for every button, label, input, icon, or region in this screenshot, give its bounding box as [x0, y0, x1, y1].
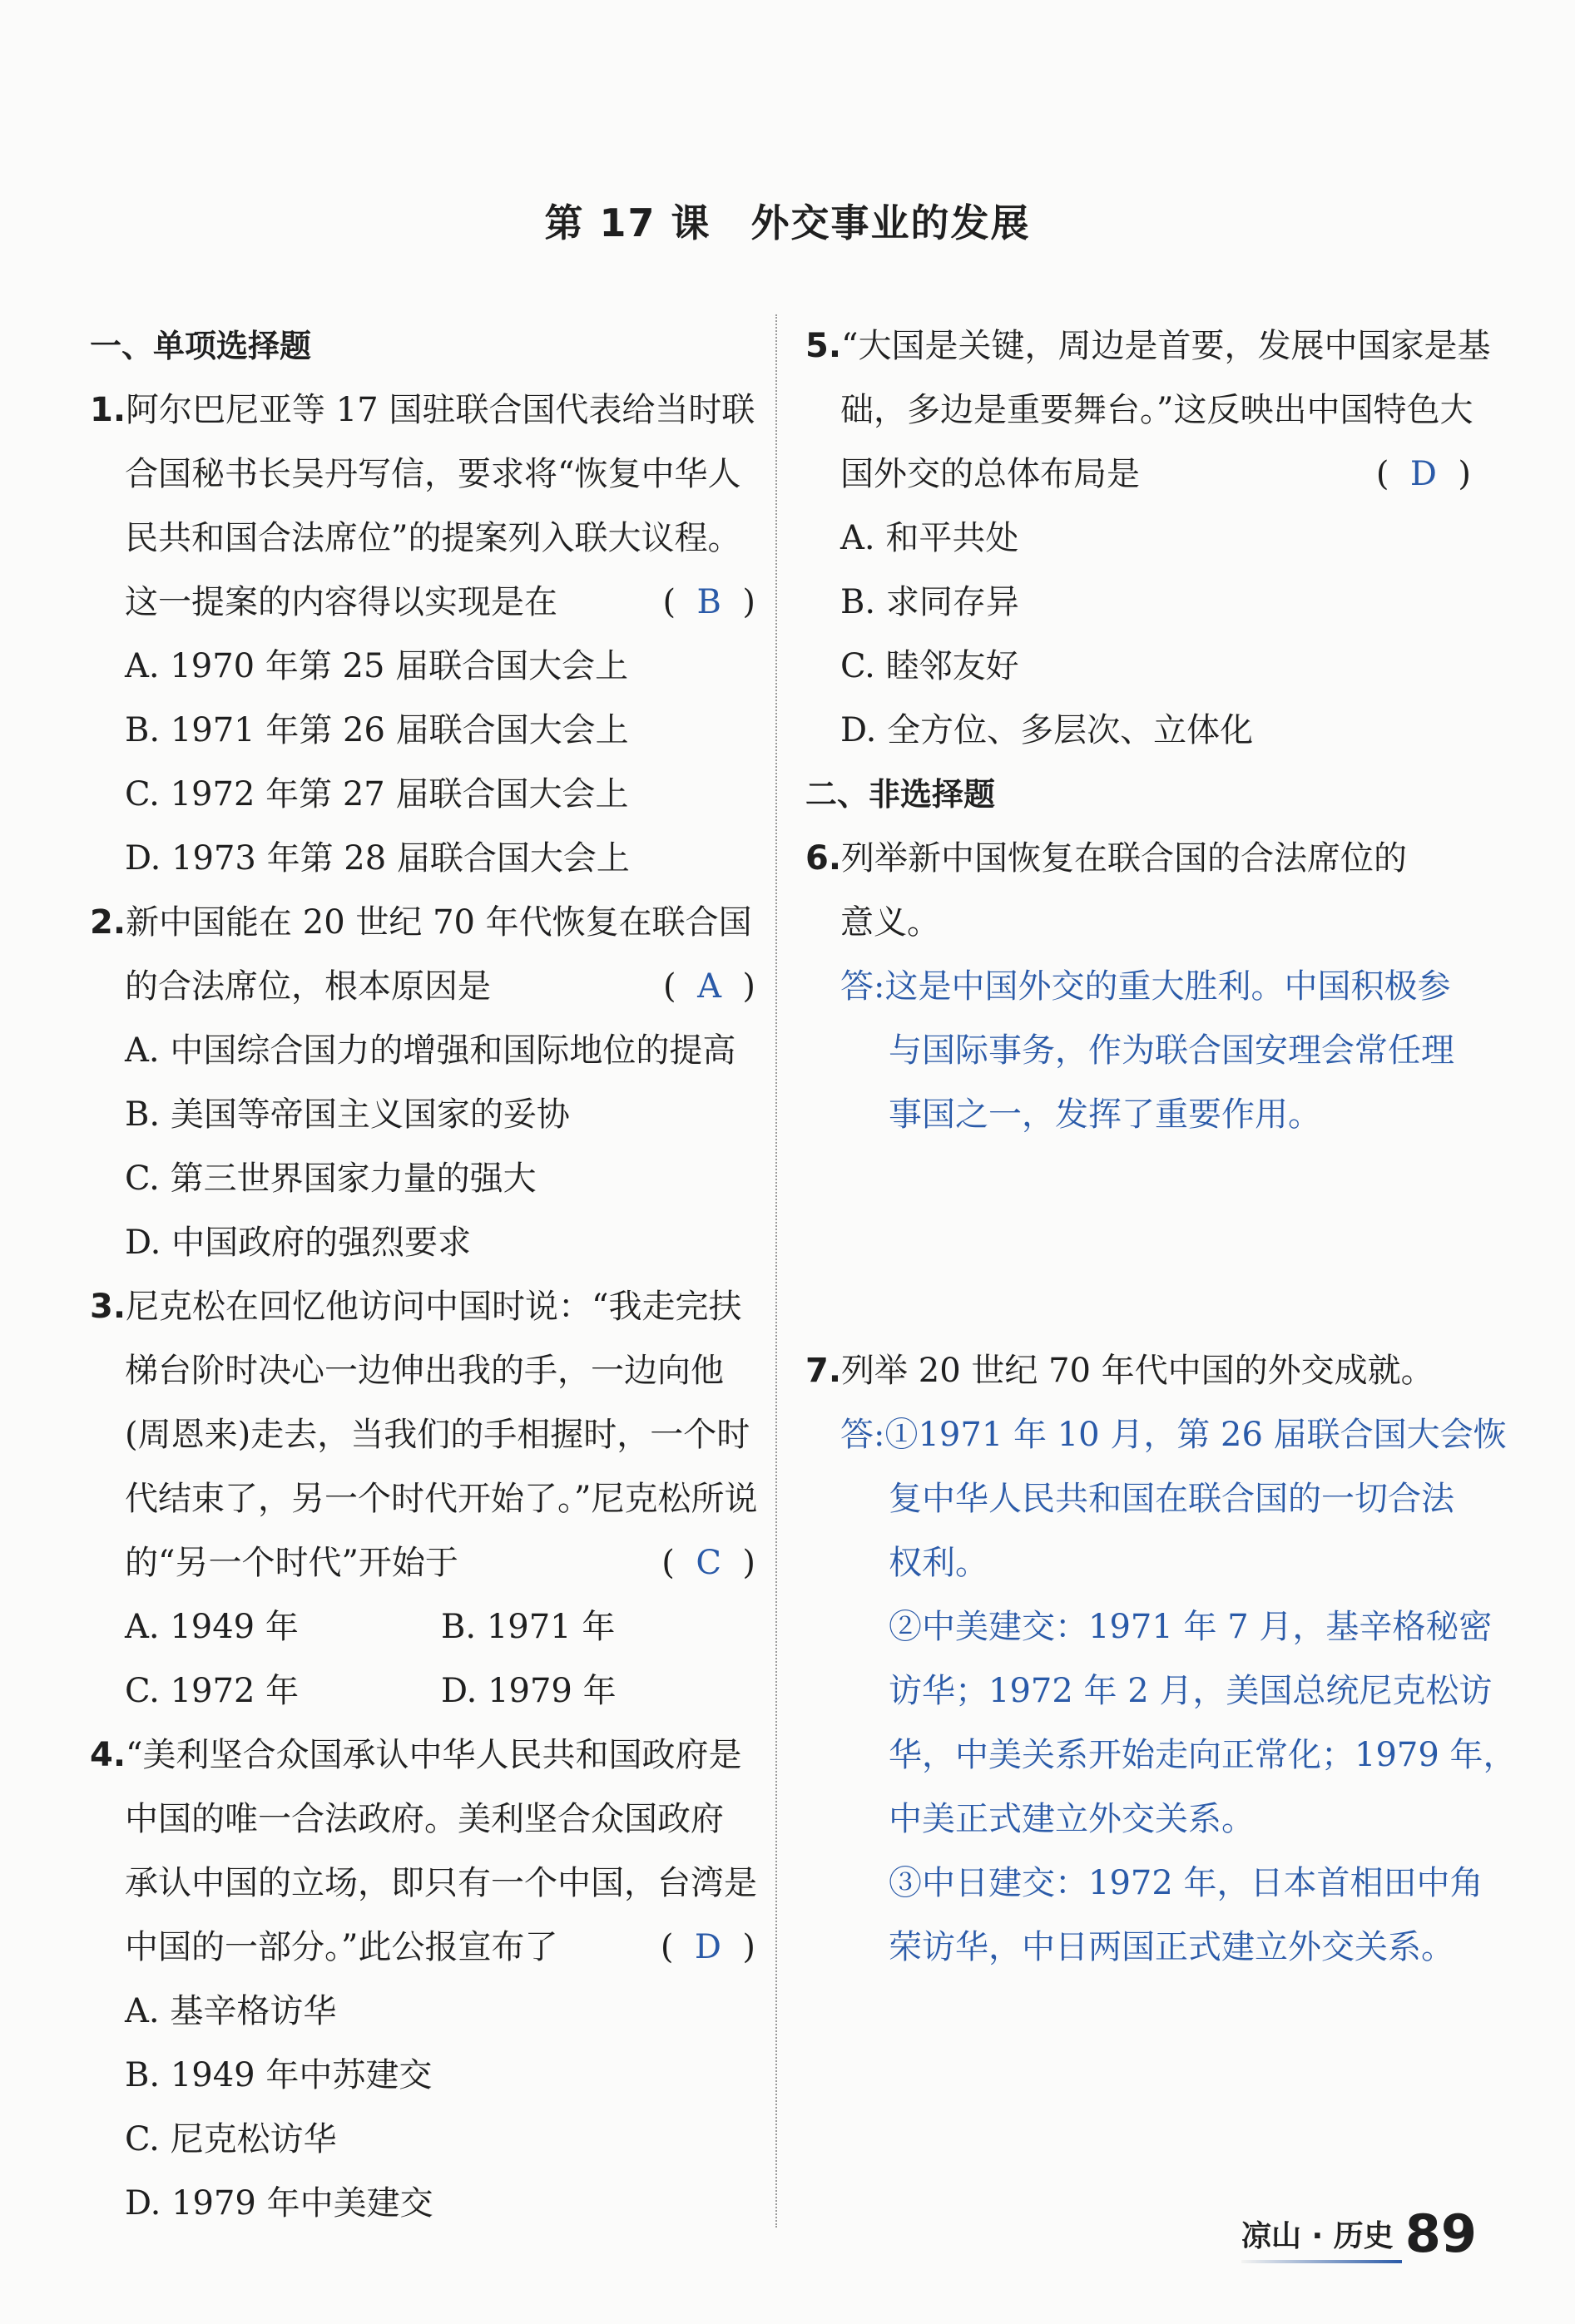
option: A. 中国综合国力的增强和国际地位的提高	[125, 1031, 736, 1070]
section-heading: 二、非选择题	[805, 776, 996, 813]
answer-text: 答:这是中国外交的重大胜利。中国积极参	[840, 967, 1451, 1006]
option: D. 1979 年	[441, 1672, 617, 1710]
question-text: 梯台阶时决心一边伸出我的手，一边向他	[125, 1352, 724, 1390]
question-number: 7.	[805, 1352, 842, 1390]
question-2	[90, 891, 755, 1275]
question-3	[90, 1275, 758, 1723]
page-number: 89	[1404, 2203, 1477, 2264]
answer-letter: D	[694, 1928, 721, 1966]
question-text: 础，多边是重要舞台。”这反映出中国特色大	[840, 391, 1473, 429]
option: B. 1971 年第 26 届联合国大会上	[125, 711, 629, 749]
answer-text: 答:①1971 年 10 月，第 26 届联合国大会恢	[840, 1416, 1507, 1454]
answer-text: 复中华人民共和国在联合国的一切合法	[889, 1480, 1454, 1518]
question-text: 中国的唯一合法政府。美利坚合众国政府	[125, 1800, 724, 1838]
answer-box: ( C )	[661, 1544, 755, 1582]
answer-text: 华，中美关系开始走向正常化；1979 年，	[889, 1736, 1517, 1774]
question-text: “美利坚合众国承认中华人民共和国政府是	[126, 1736, 742, 1774]
option: C. 睦邻友好	[840, 647, 1019, 685]
answer-text: 权利。	[889, 1544, 988, 1582]
question-text: 代结束了，另一个时代开始了。”尼克松所说	[125, 1480, 758, 1518]
question-text: 合国秘书长吴丹写信，要求将“恢复中华人	[125, 455, 741, 493]
option: A. 1970 年第 25 届联合国大会上	[125, 647, 629, 685]
option: C. 1972 年	[125, 1672, 300, 1710]
question-text: 中国的一部分。”此公报宣布了	[125, 1928, 558, 1966]
question-text: 列举新中国恢复在联合国的合法席位的	[841, 839, 1408, 878]
answer-text: 与国际事务，作为联合国安理会常任理	[889, 1031, 1454, 1070]
question-1	[90, 378, 755, 891]
option: C. 尼克松访华	[125, 2120, 337, 2158]
left-column	[90, 314, 758, 2236]
question-text: 新中国能在 20 世纪 70 年代恢复在联合国	[126, 903, 752, 942]
question-text: 的“另一个时代”开始于	[125, 1544, 458, 1582]
answer-text: 中美正式建立外交关系。	[889, 1800, 1255, 1838]
section-heading: 一、单项选择题	[90, 328, 312, 364]
question-text: 这一提案的内容得以实现是在	[125, 583, 557, 621]
answer-box: ( D )	[1375, 455, 1471, 493]
answer-letter: D	[1409, 455, 1437, 493]
question-text: 阿尔巴尼亚等 17 国驻联合国代表给当时联	[126, 391, 755, 429]
page-footer	[1241, 2203, 1477, 2264]
option: A. 1949 年	[125, 1608, 299, 1646]
question-text: 列举 20 世纪 70 年代中国的外交成就。	[841, 1352, 1434, 1390]
answer-box: ( B )	[662, 583, 755, 621]
column-divider	[775, 314, 777, 2228]
answer-letter: C	[696, 1544, 721, 1582]
question-number: 5.	[805, 327, 842, 365]
book-label: 凉山 · 历史	[1241, 2213, 1394, 2260]
answer-text: 事国之一，发挥了重要作用。	[889, 1095, 1321, 1134]
option: C. 1972 年第 27 届联合国大会上	[125, 775, 629, 813]
option: B. 1949 年中苏建交	[125, 2056, 433, 2094]
option: A. 基辛格访华	[125, 1992, 337, 2030]
question-text: (周恩来)走去，当我们的手相握时，一个时	[125, 1416, 750, 1454]
answer-text: 荣访华，中日两国正式建立外交关系。	[889, 1928, 1454, 1966]
option: B. 美国等帝国主义国家的妥协	[125, 1095, 570, 1134]
option: D. 全方位、多层次、立体化	[840, 711, 1254, 749]
question-number: 3.	[90, 1288, 126, 1326]
right-column	[805, 314, 1517, 1980]
option: D. 1979 年中美建交	[125, 2184, 433, 2223]
question-5	[805, 314, 1491, 763]
question-text: 民共和国合法席位”的提案列入联大议程。	[125, 519, 741, 557]
question-number: 1.	[90, 391, 126, 429]
question-text: 的合法席位，根本原因是	[125, 967, 491, 1006]
question-text: 尼克松在回忆他访问中国时说：“我走完扶	[126, 1288, 742, 1326]
answer-space	[805, 1147, 1471, 1339]
option: D. 中国政府的强烈要求	[125, 1224, 472, 1262]
answer-text: 访华；1972 年 2 月，美国总统尼克松访	[889, 1672, 1493, 1710]
answer-text: ②中美建交：1971 年 7 月，基辛格秘密	[889, 1608, 1493, 1646]
answer-letter: A	[697, 967, 721, 1006]
question-number: 2.	[90, 903, 126, 942]
answer-box: ( D )	[660, 1928, 755, 1966]
answer-box: ( A )	[663, 967, 755, 1006]
answer-letter: B	[696, 583, 721, 621]
question-text: 国外交的总体布局是	[840, 455, 1140, 493]
option: D. 1973 年第 28 届联合国大会上	[125, 839, 630, 878]
option: B. 1971 年	[441, 1608, 616, 1646]
option: B. 求同存异	[840, 583, 1019, 621]
option: A. 和平共处	[840, 519, 1019, 557]
question-text: 意义。	[840, 903, 940, 942]
question-7	[805, 1339, 1517, 1980]
lesson-title: 第 17 课 外交事业的发展	[544, 200, 1031, 245]
option: C. 第三世界国家力量的强大	[125, 1160, 537, 1198]
question-4	[90, 1723, 755, 2236]
question-text: 承认中国的立场，即只有一个中国，台湾是	[125, 1864, 757, 1902]
answer-text: ③中日建交：1972 年，日本首相田中角	[889, 1864, 1483, 1902]
question-number: 4.	[90, 1736, 126, 1774]
question-text: “大国是关键，周边是首要，发展中国家是基	[841, 327, 1491, 365]
question-number: 6.	[805, 839, 842, 878]
question-6	[805, 827, 1471, 1147]
